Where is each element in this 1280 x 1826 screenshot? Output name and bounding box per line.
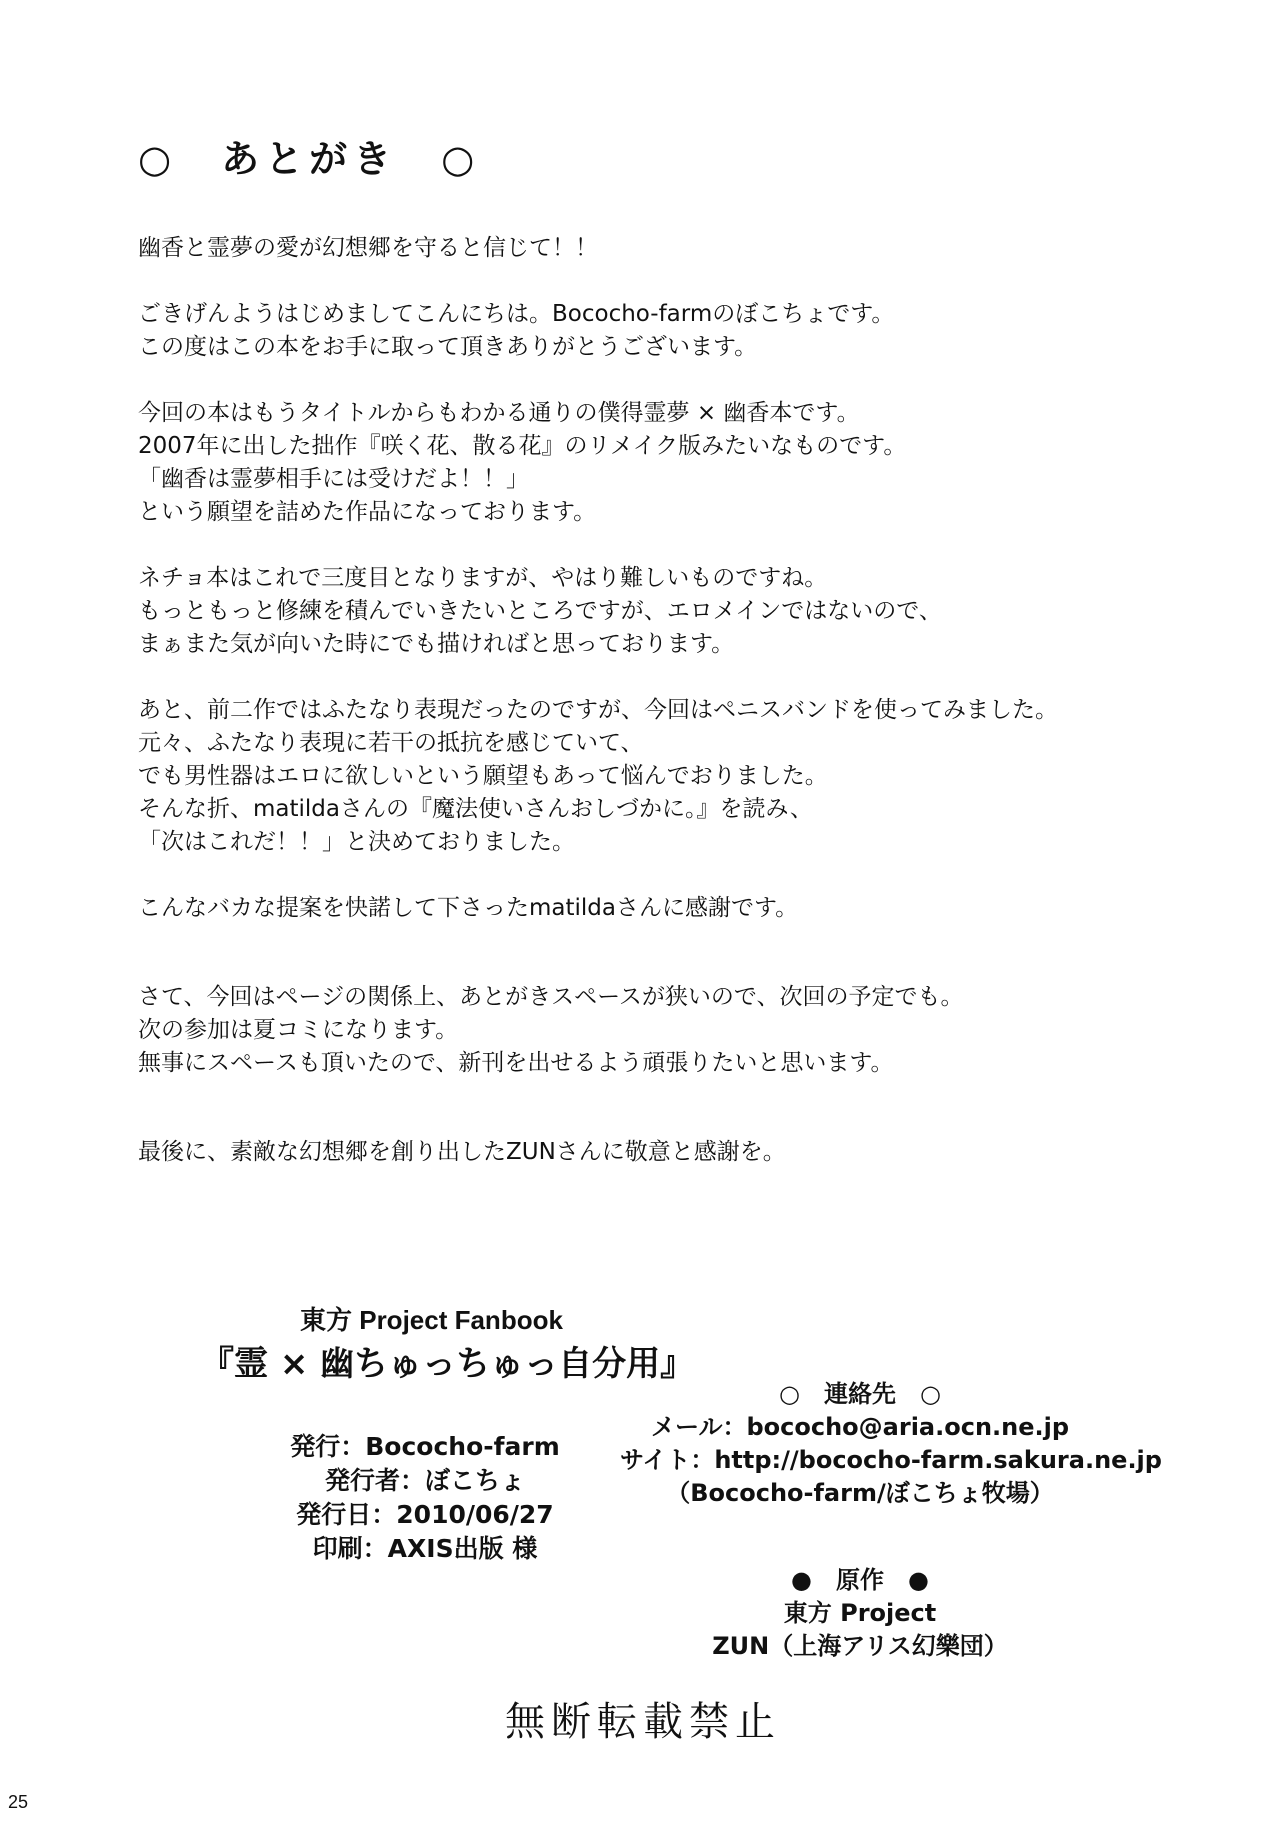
colophon-date: 発行日：2010/06/27: [296, 1500, 554, 1529]
paragraph: [138, 232, 1178, 265]
text-line: この度はこの本をお手に取って頂きありがとうございます。: [138, 334, 758, 360]
text-line: 次の参加は夏コミになります。: [138, 1017, 459, 1043]
paragraph: [138, 892, 1178, 925]
contact-site-name: （Bococho-farm/ぼこちょ牧場）: [666, 1479, 1054, 1507]
text-line: さて、今回はページの関係上、あとがきスペースが狭いので、次回の予定でも。: [138, 984, 964, 1010]
text-line: 幽香と霊夢の愛が幻想郷を守ると信じて！！: [138, 235, 598, 261]
text-line: 「幽香は霊夢相手には受けだよ！！」: [138, 466, 529, 492]
original-work-info: [700, 1564, 1020, 1663]
text-line: 2007年に出した拙作『咲く花、散る花』のリメイク版みたいなものです。: [138, 433, 907, 459]
text-line: もっともっと修練を積んでいきたいところですが、エロメインではないので、: [138, 598, 942, 624]
page-number: 25: [8, 1792, 29, 1812]
text-line: そんな折、matildaさんの『魔法使いさんおしづかに。』を読み、: [138, 796, 813, 822]
text-line: ネチョ本はこれで三度目となりますが、やはり難しいものですね。: [138, 565, 828, 591]
paragraph: [138, 397, 1178, 529]
no-reproduction-notice: 無断転載禁止: [505, 1699, 781, 1745]
colophon-issuer: 発行者：ぼこちょ: [324, 1466, 525, 1495]
text-line: 今回の本はもうタイトルからもわかる通りの僕得霊夢 × 幽香本です。: [138, 400, 860, 426]
text-line: という願望を詰めた作品になっております。: [138, 499, 597, 525]
text-line: あと、前二作ではふたなり表現だったのですが、今回はペニスバンドを使ってみました。: [138, 697, 1058, 723]
text-line: でも男性器はエロに欲しいという願望もあって悩んでおりました。: [138, 763, 828, 789]
original-author: ZUN（上海アリス幻樂団）: [712, 1632, 1008, 1660]
colophon-publication-info: [290, 1430, 560, 1566]
colophon-printer: 印刷：AXIS出版 様: [312, 1534, 538, 1563]
text-line: 最後に、素敵な幻想郷を創り出したZUNさんに敬意と感謝を。: [138, 1139, 786, 1165]
paragraph: [138, 298, 1178, 364]
colophon-title: 『霊 × 幽ちゅっちゅっ自分用』: [200, 1344, 695, 1384]
afterword-body: [138, 232, 1178, 1169]
paragraph: [138, 981, 1178, 1080]
colophon-publisher: 発行：Bococho-farm: [290, 1432, 560, 1461]
paragraph: [138, 562, 1178, 661]
afterword-heading: ○ あとがき ○: [138, 137, 481, 181]
paragraph: [138, 1136, 1178, 1169]
text-line: 無事にスペースも頂いたので、新刊を出せるよう頑張りたいと思います。: [138, 1050, 894, 1076]
contact-mail: メール：bococho@aria.ocn.ne.jp: [650, 1413, 1070, 1441]
text-line: ごきげんようはじめましてこんにちは。Bococho-farmのぼこちょです。: [138, 301, 895, 327]
text-line: こんなバカな提案を快諾して下さったmatildaさんに感謝です。: [138, 895, 799, 921]
original-heading: ● 原作 ●: [791, 1566, 929, 1594]
text-line: 元々、ふたなり表現に若干の抵抗を感じていて、: [138, 730, 644, 756]
text-line: まぁまた気が向いた時にでも描ければと思っております。: [138, 631, 735, 657]
paragraph: [138, 694, 1178, 859]
original-title: 東方 Project: [783, 1599, 937, 1627]
text-line: 「次はこれだ！！」と決めておりました。: [138, 829, 575, 855]
contact-site: サイト：http://bococho-farm.sakura.ne.jp: [620, 1446, 1162, 1474]
contact-heading: ○ 連絡先 ○: [779, 1380, 941, 1408]
colophon-series: 東方 Project Fanbook: [300, 1305, 563, 1335]
contact-info: [620, 1378, 1162, 1510]
